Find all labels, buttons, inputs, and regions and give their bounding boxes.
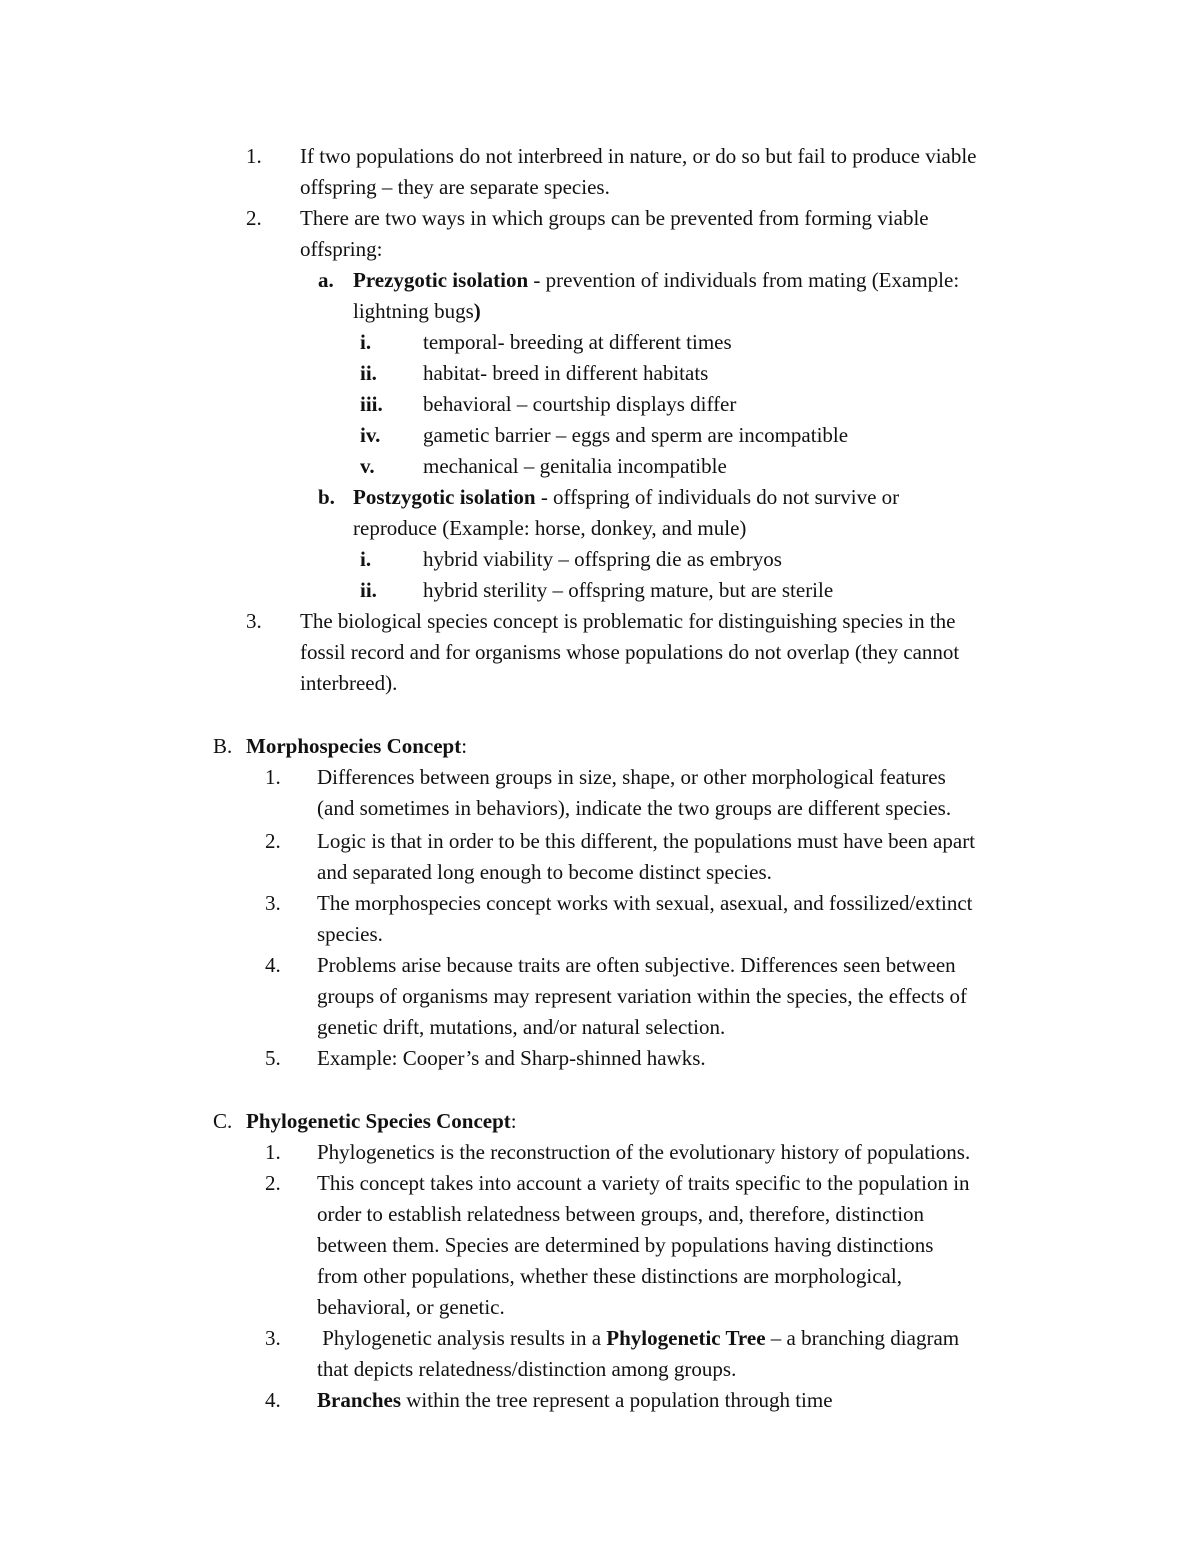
list-item-text: behavioral – courtship displays differ bbox=[423, 392, 737, 416]
list-item-text: hybrid viability – offspring die as embryos bbox=[423, 547, 782, 571]
list-item-text: interbreed). bbox=[300, 671, 398, 695]
list-item-text: offspring – they are separate species. bbox=[300, 175, 610, 199]
list-item-text: between them. Species are determined by populations having distinctions bbox=[317, 1233, 934, 1257]
list-number: 2. bbox=[265, 829, 281, 853]
list-item-text: Problems arise because traits are often subjective. Differences seen between bbox=[317, 953, 956, 977]
list-roman: v. bbox=[360, 454, 375, 478]
heading-colon: : bbox=[510, 1109, 517, 1133]
list-item-text: offspring: bbox=[300, 237, 383, 261]
term-definition: - offspring of individuals do not survive or bbox=[535, 485, 900, 509]
list-roman: ii. bbox=[360, 361, 377, 385]
text-run: – a branching diagram bbox=[765, 1326, 960, 1350]
term-definition: lightning bugs bbox=[353, 299, 474, 323]
list-roman: iv. bbox=[360, 423, 381, 447]
list-number: 3. bbox=[265, 1326, 281, 1350]
list-letter: a. bbox=[318, 268, 334, 292]
term-bold: Branches bbox=[317, 1388, 401, 1412]
list-item-text: and separated long enough to become distinct species. bbox=[317, 860, 772, 884]
list-item-text: The morphospecies concept works with sexual, asexual, and fossilized/extinct bbox=[317, 891, 973, 915]
list-item-text: There are two ways in which groups can be prevented from forming viable bbox=[300, 206, 929, 230]
term-bold: Prezygotic isolation bbox=[353, 268, 529, 292]
text-run: Phylogenetic analysis results in a bbox=[317, 1326, 607, 1350]
heading-colon: : bbox=[461, 734, 468, 758]
term-bold: Phylogenetic Tree bbox=[606, 1326, 766, 1350]
section-title: Phylogenetic Species Concept bbox=[246, 1109, 511, 1133]
list-number: 3. bbox=[246, 609, 262, 633]
list-item-text: The biological species concept is problematic for distinguishing species in the bbox=[300, 609, 956, 633]
list-number: 2. bbox=[265, 1171, 281, 1195]
list-item-text: genetic drift, mutations, and/or natural selection. bbox=[317, 1015, 726, 1039]
list-roman: iii. bbox=[360, 392, 383, 416]
list-number: 3. bbox=[265, 891, 281, 915]
list-item-text: hybrid sterility – offspring mature, but are sterile bbox=[423, 578, 834, 602]
list-item-text: Differences between groups in size, shape, or other morphological features bbox=[317, 765, 946, 789]
list-item-text: This concept takes into account a variety of traits specific to the population in bbox=[317, 1171, 970, 1195]
list-item-text bbox=[353, 296, 481, 327]
list-item-text: from other populations, whether these distinctions are morphological, bbox=[317, 1264, 902, 1288]
text-run: within the tree represent a population through time bbox=[401, 1388, 833, 1412]
list-item-text bbox=[353, 265, 959, 296]
section-heading bbox=[246, 1106, 517, 1137]
list-item-text: reproduce (Example: horse, donkey, and mule) bbox=[353, 516, 747, 540]
list-number: 4. bbox=[265, 1388, 281, 1412]
list-item-text: groups of organisms may represent variation within the species, the effects of bbox=[317, 984, 968, 1008]
list-item-text bbox=[317, 1385, 833, 1416]
list-number: 2. bbox=[246, 206, 262, 230]
list-item-text: fossil record and for organisms whose populations do not overlap (they cannot bbox=[300, 640, 960, 664]
list-number: 5. bbox=[265, 1046, 281, 1070]
list-item-text: habitat- breed in different habitats bbox=[423, 361, 709, 385]
list-roman: ii. bbox=[360, 578, 377, 602]
list-item-text: species. bbox=[317, 922, 383, 946]
list-item-text bbox=[317, 1323, 959, 1354]
section-letter: C. bbox=[213, 1109, 233, 1133]
list-roman: i. bbox=[360, 547, 372, 571]
list-number: 1. bbox=[265, 1140, 281, 1164]
closing-paren: ) bbox=[473, 299, 481, 323]
term-bold: Postzygotic isolation bbox=[353, 485, 536, 509]
list-item-text bbox=[353, 482, 899, 513]
list-letter: b. bbox=[318, 485, 335, 509]
list-item-text: Example: Cooper’s and Sharp-shinned hawks. bbox=[317, 1046, 706, 1070]
term-definition: - prevention of individuals from mating (Example: bbox=[528, 268, 960, 292]
list-item-text: behavioral, or genetic. bbox=[317, 1295, 505, 1319]
list-item-text: temporal- breeding at different times bbox=[423, 330, 732, 354]
list-item-text: order to establish relatedness between groups, and, therefore, distinction bbox=[317, 1202, 925, 1226]
list-item-text: gametic barrier – eggs and sperm are incompatible bbox=[423, 423, 849, 447]
list-item-text: Phylogenetics is the reconstruction of the evolutionary history of populations. bbox=[317, 1140, 971, 1164]
section-title: Morphospecies Concept bbox=[246, 734, 462, 758]
section-letter: B. bbox=[213, 734, 233, 758]
list-item-text: If two populations do not interbreed in nature, or do so but fail to produce viable bbox=[300, 144, 977, 168]
list-number: 1. bbox=[246, 144, 262, 168]
list-item-text: Logic is that in order to be this different, the populations must have been apart bbox=[317, 829, 976, 853]
list-item-text: mechanical – genitalia incompatible bbox=[423, 454, 727, 478]
list-number: 1. bbox=[265, 765, 281, 789]
list-item-text: (and sometimes in behaviors), indicate the two groups are different species. bbox=[317, 796, 952, 820]
list-item-text: that depicts relatedness/distinction among groups. bbox=[317, 1357, 737, 1381]
list-number: 4. bbox=[265, 953, 281, 977]
section-heading bbox=[246, 731, 467, 762]
list-roman: i. bbox=[360, 330, 372, 354]
